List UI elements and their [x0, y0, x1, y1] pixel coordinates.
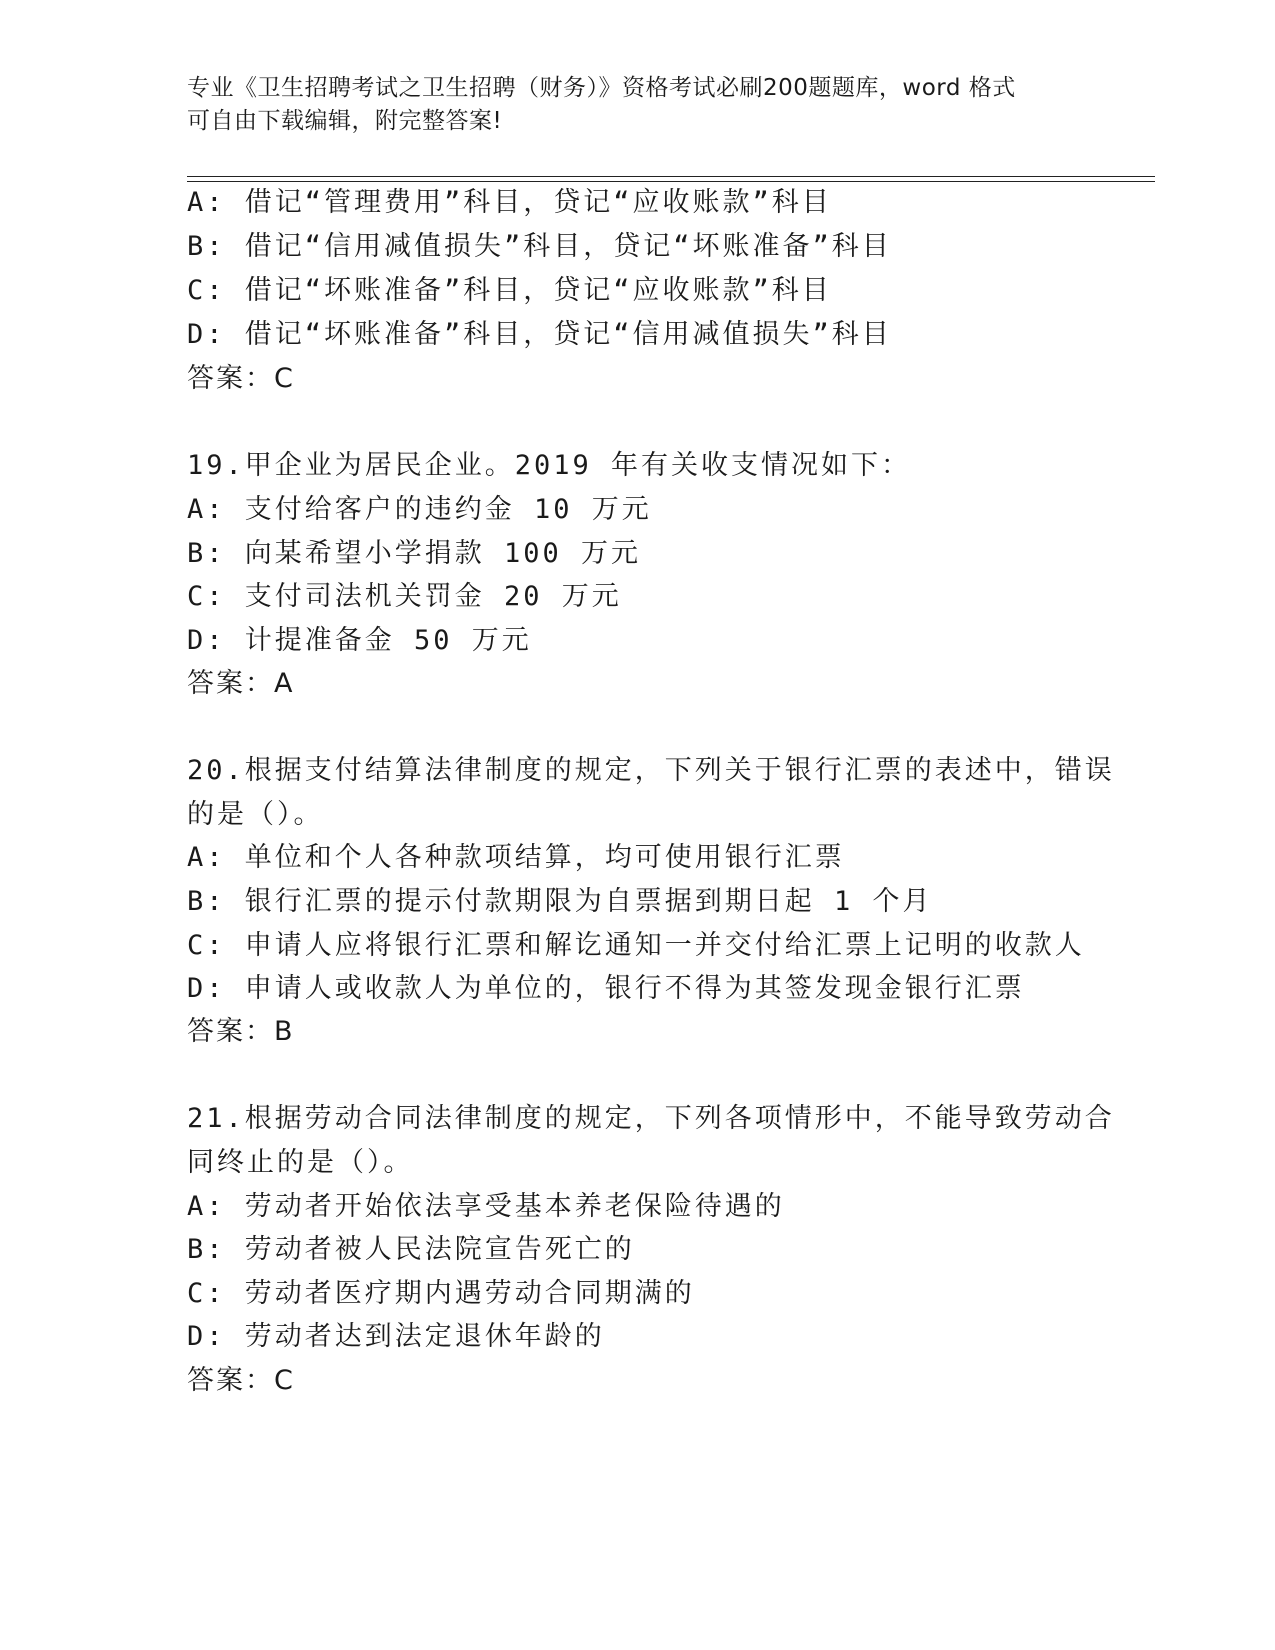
header-title-line-2: 可自由下载编辑，附完整答案!: [187, 108, 503, 134]
q21-option-d: D: 劳动者达到法定退休年龄的: [187, 1321, 605, 1352]
q21-stem-line-1: 21.根据劳动合同法律制度的规定，下列各项情形中，不能导致劳动合: [187, 1103, 1115, 1134]
q18-option-c: C: 借记“坏账准备”科目，贷记“应收账款”科目: [187, 275, 832, 306]
q21-option-c: C: 劳动者医疗期内遇劳动合同期满的: [187, 1278, 695, 1309]
q18-option-d: D: 借记“坏账准备”科目，贷记“信用减值损失”科目: [187, 319, 892, 350]
q20-option-c: C: 申请人应将银行汇票和解讫通知一并交付给汇票上记明的收款人: [187, 930, 1085, 961]
header-divider-top: [187, 176, 1155, 177]
q19-option-c: C: 支付司法机关罚金 20 万元: [187, 581, 622, 612]
q19-stem: 19.甲企业为居民企业。2019 年有关收支情况如下：: [187, 450, 912, 481]
q20-answer: 答案：B: [187, 1016, 295, 1047]
q19-option-a: A: 支付给客户的违约金 10 万元: [187, 494, 652, 525]
q21-stem-line-2: 同终止的是（）。: [187, 1147, 414, 1178]
q19-option-d: D: 计提准备金 50 万元: [187, 625, 532, 656]
q18-answer: 答案：C: [187, 363, 295, 394]
q21-answer: 答案：C: [187, 1365, 295, 1396]
q20-stem-line-2: 的是（）。: [187, 799, 324, 830]
q19-option-b: B: 向某希望小学捐款 100 万元: [187, 538, 642, 569]
q20-option-d: D: 申请人或收款人为单位的，银行不得为其签发现金银行汇票: [187, 973, 1025, 1004]
q18-option-b: B: 借记“信用减值损失”科目，贷记“坏账准备”科目: [187, 231, 892, 262]
q19-answer: 答案：A: [187, 668, 295, 699]
q21-option-a: A: 劳动者开始依法享受基本养老保险待遇的: [187, 1191, 785, 1222]
q20-option-a: A: 单位和个人各种款项结算，均可使用银行汇票: [187, 842, 845, 873]
q20-stem-line-1: 20.根据支付结算法律制度的规定，下列关于银行汇票的表述中，错误: [187, 755, 1115, 786]
q21-option-b: B: 劳动者被人民法院宣告死亡的: [187, 1234, 635, 1265]
q20-option-b: B: 银行汇票的提示付款期限为自票据到期日起 1 个月: [187, 886, 933, 917]
q18-option-a: A: 借记“管理费用”科目，贷记“应收账款”科目: [187, 187, 832, 218]
header-title-line-1: 专业《卫生招聘考试之卫生招聘（财务）》资格考试必刷200题题库，word 格式: [187, 75, 1016, 101]
header-divider-bottom: [187, 181, 1155, 182]
document-header: [187, 72, 1087, 138]
